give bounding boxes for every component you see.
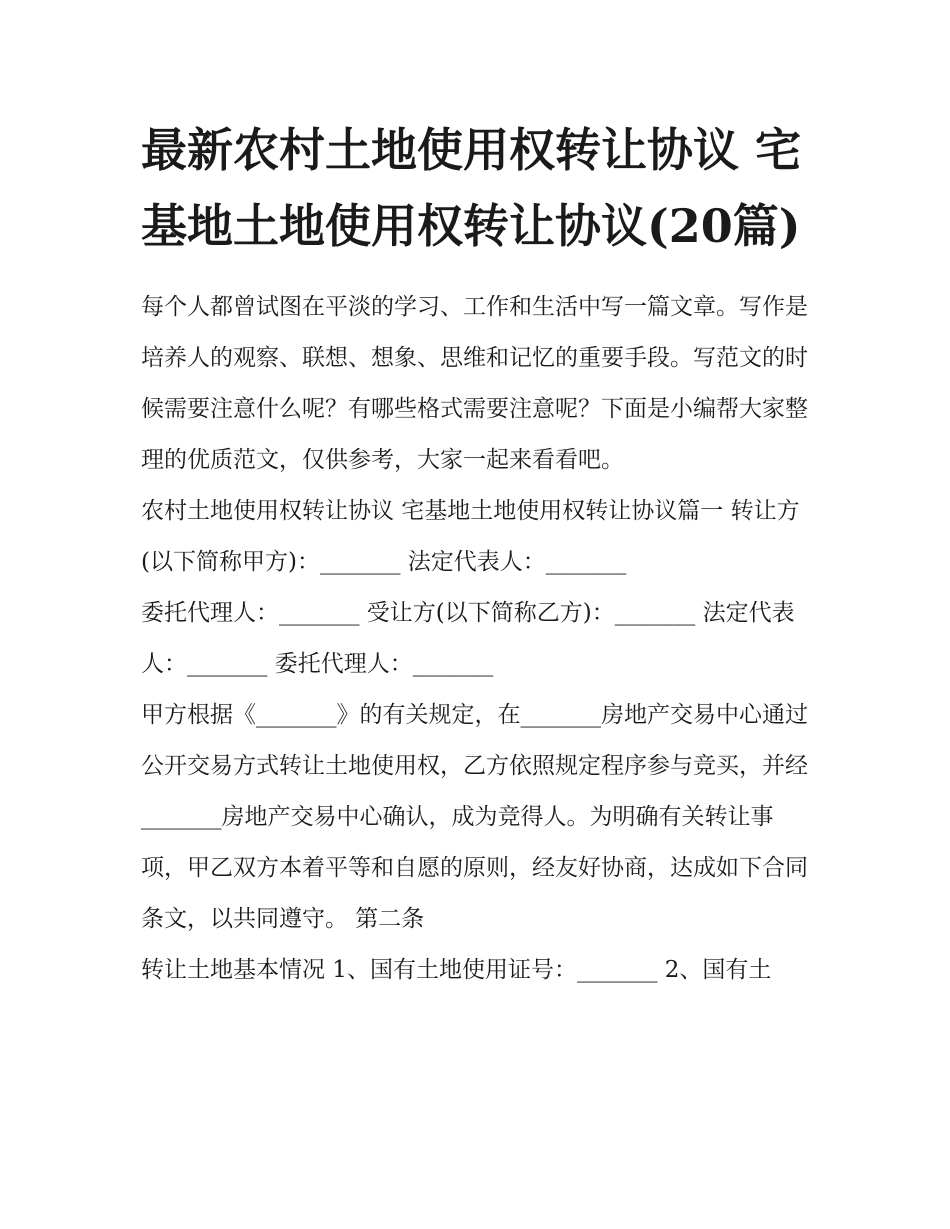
document-title: 最新农村土地使用权转让协议 宅基地土地使用权转让协议(20篇) (141, 123, 802, 253)
document-body (141, 282, 816, 996)
basis-paragraph: 甲方根据《_______》的有关规定，在_______房地产交易中心通过公开交易方式转让土地使用权，乙方依照规定程序参与竞买，并经 (141, 702, 808, 779)
agents-paragraph: 委托代理人：_______ 受让方(以下简称乙方)：_______ 法定代表人：_______ 委托代理人：_______ (141, 600, 795, 677)
parties-paragraph: 农村土地使用权转让协议 宅基地土地使用权转让协议篇一 转让方(以下简称甲方)：_______ 法定代表人：_______ (141, 498, 800, 575)
land-info-paragraph: 转让土地基本情况 1、国有土地使用证号：_______ 2、国有土 (141, 957, 772, 983)
document-page (141, 112, 816, 996)
confirmation-paragraph: _______房地产交易中心确认，成为竞得人。为明确有关转让事项，甲乙双方本着平等和自愿的原则，经友好协商，达成如下合同条文，以共同遵守。 第二条 (141, 804, 808, 932)
intro-paragraph: 每个人都曾试图在平淡的学习、工作和生活中写一篇文章。写作是培养人的观察、联想、想象、思维和记忆的重要手段。写范文的时候需要注意什么呢？有哪些格式需要注意呢？下面是小编帮大家整理的优质范文，仅供参考，大家一起来看看吧。 (141, 294, 808, 473)
